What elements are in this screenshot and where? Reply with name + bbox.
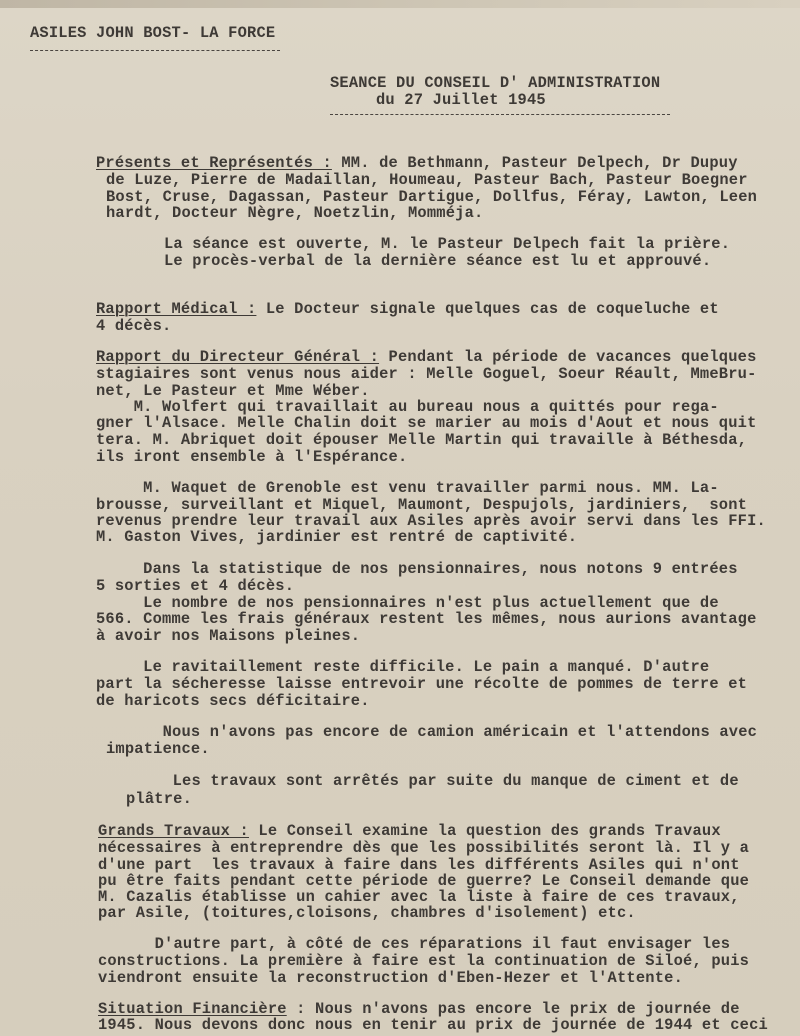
director-line-11: M. Gaston Vives, jardinier est rentré de captivité.: [96, 528, 578, 546]
finance-line-2: 1945. Nous devons donc nous en tenir au prix de journée de 1944 et ceci: [98, 1016, 768, 1034]
director-line-24: impatience.: [106, 740, 210, 758]
presents-line-3: Bost, Cruse, Dagassan, Pasteur Dartigue, Dollfus, Féray, Lawton, Leen: [106, 188, 758, 206]
works-line-0: [98, 824, 721, 839]
institution-name: ASILES JOHN BOST- LA FORCE: [30, 24, 276, 42]
page-top-edge: [0, 0, 800, 8]
director-line-16: 566. Comme les frais généraux restent les mêmes, nous aurions avantage: [96, 610, 757, 628]
director-heading: Rapport du Directeur Général :: [96, 348, 380, 366]
meeting-title: SEANCE DU CONSEIL D' ADMINISTRATION: [330, 74, 661, 92]
director-line-15: Le nombre de nos pensionnaires n'est plus actuellement que de: [96, 594, 719, 612]
director-line-5: tera. M. Abriquet doit épouser Melle Martin qui travaille à Béthesda,: [96, 431, 748, 449]
presents-heading: Présents et Représentés :: [96, 154, 332, 172]
director-line-21: de haricots secs déficitaire.: [96, 692, 370, 710]
opening-line-1: La séance est ouverte, M. le Pasteur Delpech fait la prière.: [164, 235, 731, 253]
presents-text-1: MM. de Bethmann, Pasteur Delpech, Dr Dupuy: [331, 154, 738, 172]
medical-line-1: [96, 302, 719, 317]
medical-line-2: 4 décès.: [96, 317, 172, 335]
works-line-8: constructions. La première à faire est la continuation de Siloé, puis: [98, 952, 750, 970]
director-text-0: Pendant la période de vacances quelques: [379, 348, 757, 366]
title-underline: [330, 114, 670, 115]
presents-line-1: [96, 156, 738, 171]
presents-line-4: hardt, Docteur Nègre, Noetzlin, Momméja.: [106, 204, 484, 222]
works-line-2: d'une part les travaux à faire dans les différents Asiles qui n'ont: [98, 856, 740, 874]
director-line-2: net, Le Pasteur et Mme Wéber.: [96, 382, 370, 400]
works-heading: Grands Travaux :: [98, 822, 249, 840]
director-line-3: M. Wolfert qui travaillait au bureau nous a quittés pour rega-: [96, 398, 719, 416]
works-line-4: M. Cazalis établisse un cahier avec la liste à faire de ces travaux,: [98, 888, 740, 906]
finance-heading: Situation Financière: [98, 1000, 287, 1018]
medical-text-1: Le Docteur signale quelques cas de coqueluche et: [256, 300, 719, 318]
works-line-1: nécessaires à entreprendre dès que les possibilités seront là. Il y a: [98, 839, 750, 857]
director-line-13: Dans la statistique de nos pensionnaires, nous notons 9 entrées: [96, 560, 738, 578]
works-line-5: par Asile, (toitures,cloisons, chambres d'isolement) etc.: [98, 904, 636, 922]
director-line-4: gner l'Alsace. Melle Chalin doit se marier au mois d'Aout et nous quit: [96, 414, 757, 432]
director-line-17: à avoir nos Maisons pleines.: [96, 627, 361, 645]
works-text-0: Le Conseil examine la question des grands Travaux: [248, 822, 721, 840]
director-line-26: Les travaux sont arrêtés par suite du manque de ciment et de: [116, 772, 739, 790]
opening-line-2: Le procès-verbal de la dernière séance est lu et approuvé.: [164, 252, 712, 270]
director-line-14: 5 sorties et 4 décès.: [96, 577, 295, 595]
director-line-19: Le ravitaillement reste difficile. Le pain a manqué. D'autre: [96, 658, 710, 676]
director-line-1: stagiaires sont venus nous aider : Melle Goguel, Soeur Réault, MmeBru-: [96, 365, 757, 383]
director-line-10: revenus prendre leur travail aux Asiles après avoir servi dans les FFI.: [96, 512, 766, 530]
director-line-27: plâtre.: [126, 790, 193, 808]
director-line-0: [96, 350, 757, 365]
works-line-3: pu être faits pendant cette période de guerre? Le Conseil demande que: [98, 872, 750, 890]
works-line-7: D'autre part, à côté de ces réparations il faut envisager les: [98, 935, 731, 953]
director-line-23: Nous n'avons pas encore de camion américain et l'attendons avec: [106, 723, 758, 741]
director-line-6: ils iront ensemble à l'Espérance.: [96, 448, 408, 466]
director-line-20: part la sécheresse laisse entrevoir une récolte de pommes de terre et: [96, 675, 748, 693]
works-line-9: viendront ensuite la reconstruction d'Eben-Hezer et l'Attente.: [98, 969, 684, 987]
director-line-9: brousse, surveillant et Miquel, Maumont, Despujols, jardiniers, sont: [96, 496, 748, 514]
presents-line-2: de Luze, Pierre de Madaillan, Houmeau, Pasteur Bach, Pasteur Boegner: [106, 171, 748, 189]
director-line-8: M. Waquet de Grenoble est venu travailler parmi nous. MM. La-: [96, 479, 719, 497]
institution-underline: [30, 50, 280, 51]
medical-heading: Rapport Médical :: [96, 300, 257, 318]
finance-text-1: : Nous n'avons pas encore le prix de journée de: [286, 1000, 740, 1018]
meeting-date: du 27 Juillet 1945: [376, 91, 546, 109]
